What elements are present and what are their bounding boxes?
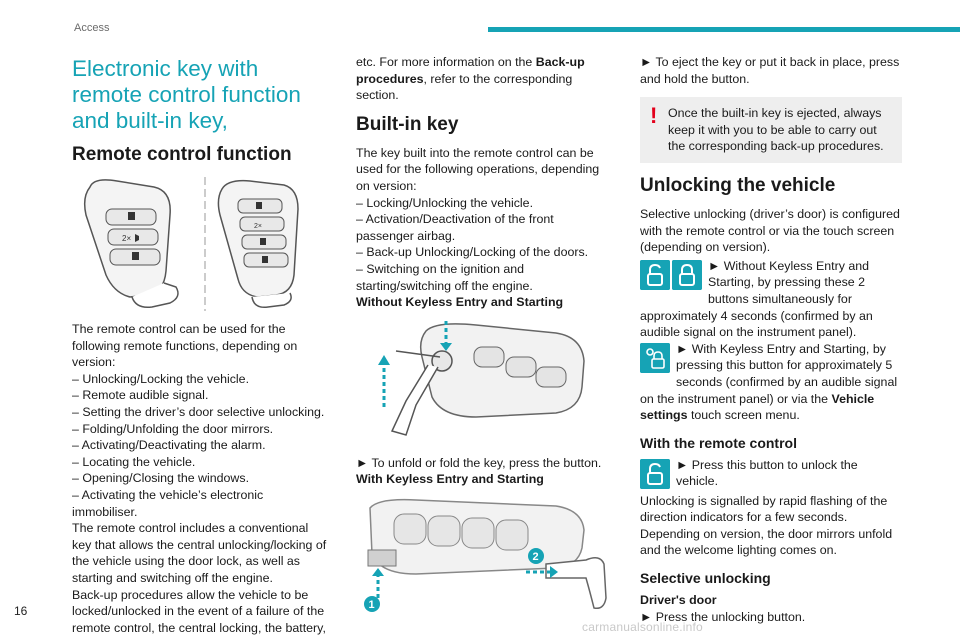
vehicle-settings-icon [640,343,670,373]
vehicle-settings-ref: Vehicle settings [640,391,875,423]
unlock-icon [640,459,670,489]
column-2 [356,54,611,622]
section-label: Access [74,22,110,34]
list-item: – Locating the vehicle. [72,454,196,469]
subheading-with-keyless: With Keyless Entry and Starting [356,472,544,487]
step-1-badge: 1 [368,598,375,611]
drivers-door-label: Driver's door [640,593,717,608]
key-label-right: 2× [254,223,262,230]
warning-exclamation-icon: ! [650,103,658,129]
selective-unlocking-intro: Selective unlocking (driver’s door) is configured with the remote control or via the touch screen (depending on version). [640,206,900,255]
backup-procedures-text: Back-up procedures allow the vehicle to be locked/unlocked in the event of a failure of the remote control, the central locking, the battery, [72,587,326,635]
continued-text: etc. For more information on the Back-up procedures, refer to the corresponding section. [356,55,585,103]
unlock-icon [640,260,670,290]
press-unlock-block [640,457,902,491]
heading-selective-unlocking: Selective unlocking [640,570,771,587]
header-accent-bar [488,27,960,32]
list-item: – Folding/Unfolding the door mirrors. [72,421,274,436]
conventional-key-text: The remote control includes a conventional key that allows the central unlocking/locking of the vehicle using the door lock, as well as starting and switching off the engine. [72,521,327,585]
warning-box [640,97,902,163]
list-item: – Activation/Deactivation of the front passenger airbag. [356,212,554,243]
list-item: – Switching on the ignition and starting/switching off the engine. [356,261,533,293]
eject-instruction: ► To eject the key or put it back in place, press and hold the button. [640,55,900,86]
remote-functions-list [72,371,327,520]
key-label-left: 2× [122,234,132,243]
column-3 [640,54,902,625]
fold-key-illustration [356,317,596,447]
heading-unlocking-vehicle: Unlocking the vehicle [640,174,836,196]
heading-remote-control-function: Remote control function [72,144,292,165]
list-item: – Back-up Unlocking/Locking of the doors. [356,245,589,260]
remote-keys-illustration [72,175,322,313]
step-2-badge: 2 [532,550,539,563]
list-item: – Setting the driver’s door selective unlocking. [72,404,325,419]
watermark: carmanualsonline.info [582,620,703,634]
foldable-key-drawing [85,180,178,307]
press-unlocking-button-text: ► Press the unlocking button. [640,609,806,624]
with-keyless-block: ► With Keyless Entry and Starting, by pressing this button for approximately 5 seconds (confirmed by an audible signal on the instrument panel) or via the Vehicle settings touch screen menu. [640,341,898,423]
list-item: – Locking/Unlocking the vehicle. [356,195,534,210]
remote-intro-text: The remote control can be used for the following remote functions, depending on version: [72,322,298,370]
list-item: – Unlocking/Locking the vehicle. [72,371,250,386]
lock-icon [672,260,702,290]
unlock-signal-text: Unlocking is signalled by rapid flashing of the direction indicators for a few seconds. Depending on version, the door mirrors unfold and the welcome lighting comes on. [640,493,893,558]
backup-procedures-ref: Back-up procedures [356,55,585,86]
without-keyless-block [640,258,902,341]
list-item: – Activating/Deactivating the alarm. [72,438,266,453]
subheading-without-keyless: Without Keyless Entry and Starting [356,295,564,310]
page-number: 16 [14,604,28,618]
list-item: – Remote audible signal. [72,388,209,403]
press-unlock-text: ► Press this button to unlock the vehicle. [676,457,858,489]
page-title: Electronic key with remote control function and built-in key, [72,56,301,133]
list-item: – Activating the vehicle’s electronic immobiliser. [72,487,264,519]
warning-text: Once the built-in key is ejected, always keep it with you to be able to carry out the corresponding back-up procedures. [668,106,884,154]
column-1 [72,54,327,636]
with-keyless-text: ► With Keyless Entry and Starting, by pressing this button for approximately 5 seconds (confirmed by an audible signal on the instrument panel) or via the [640,341,898,406]
built-in-intro: The key built into the remote control can be used for the following operations, depending on version: [356,145,600,193]
heading-with-remote-control: With the remote control [640,434,797,451]
without-keyless-text: ► Without Keyless Entry and Starting, by pressing these 2 buttons simultaneously for approximately 4 seconds (confirmed by an audible signal on the instrument panel). [640,258,873,340]
unfold-instruction: ► To unfold or fold the key, press the button. [356,455,602,470]
built-in-key-list [356,195,611,295]
eject-key-illustration [356,494,616,614]
keyless-key-drawing [218,181,298,308]
list-item: – Opening/Closing the windows. [72,471,250,486]
heading-built-in-key: Built-in key [356,113,459,135]
